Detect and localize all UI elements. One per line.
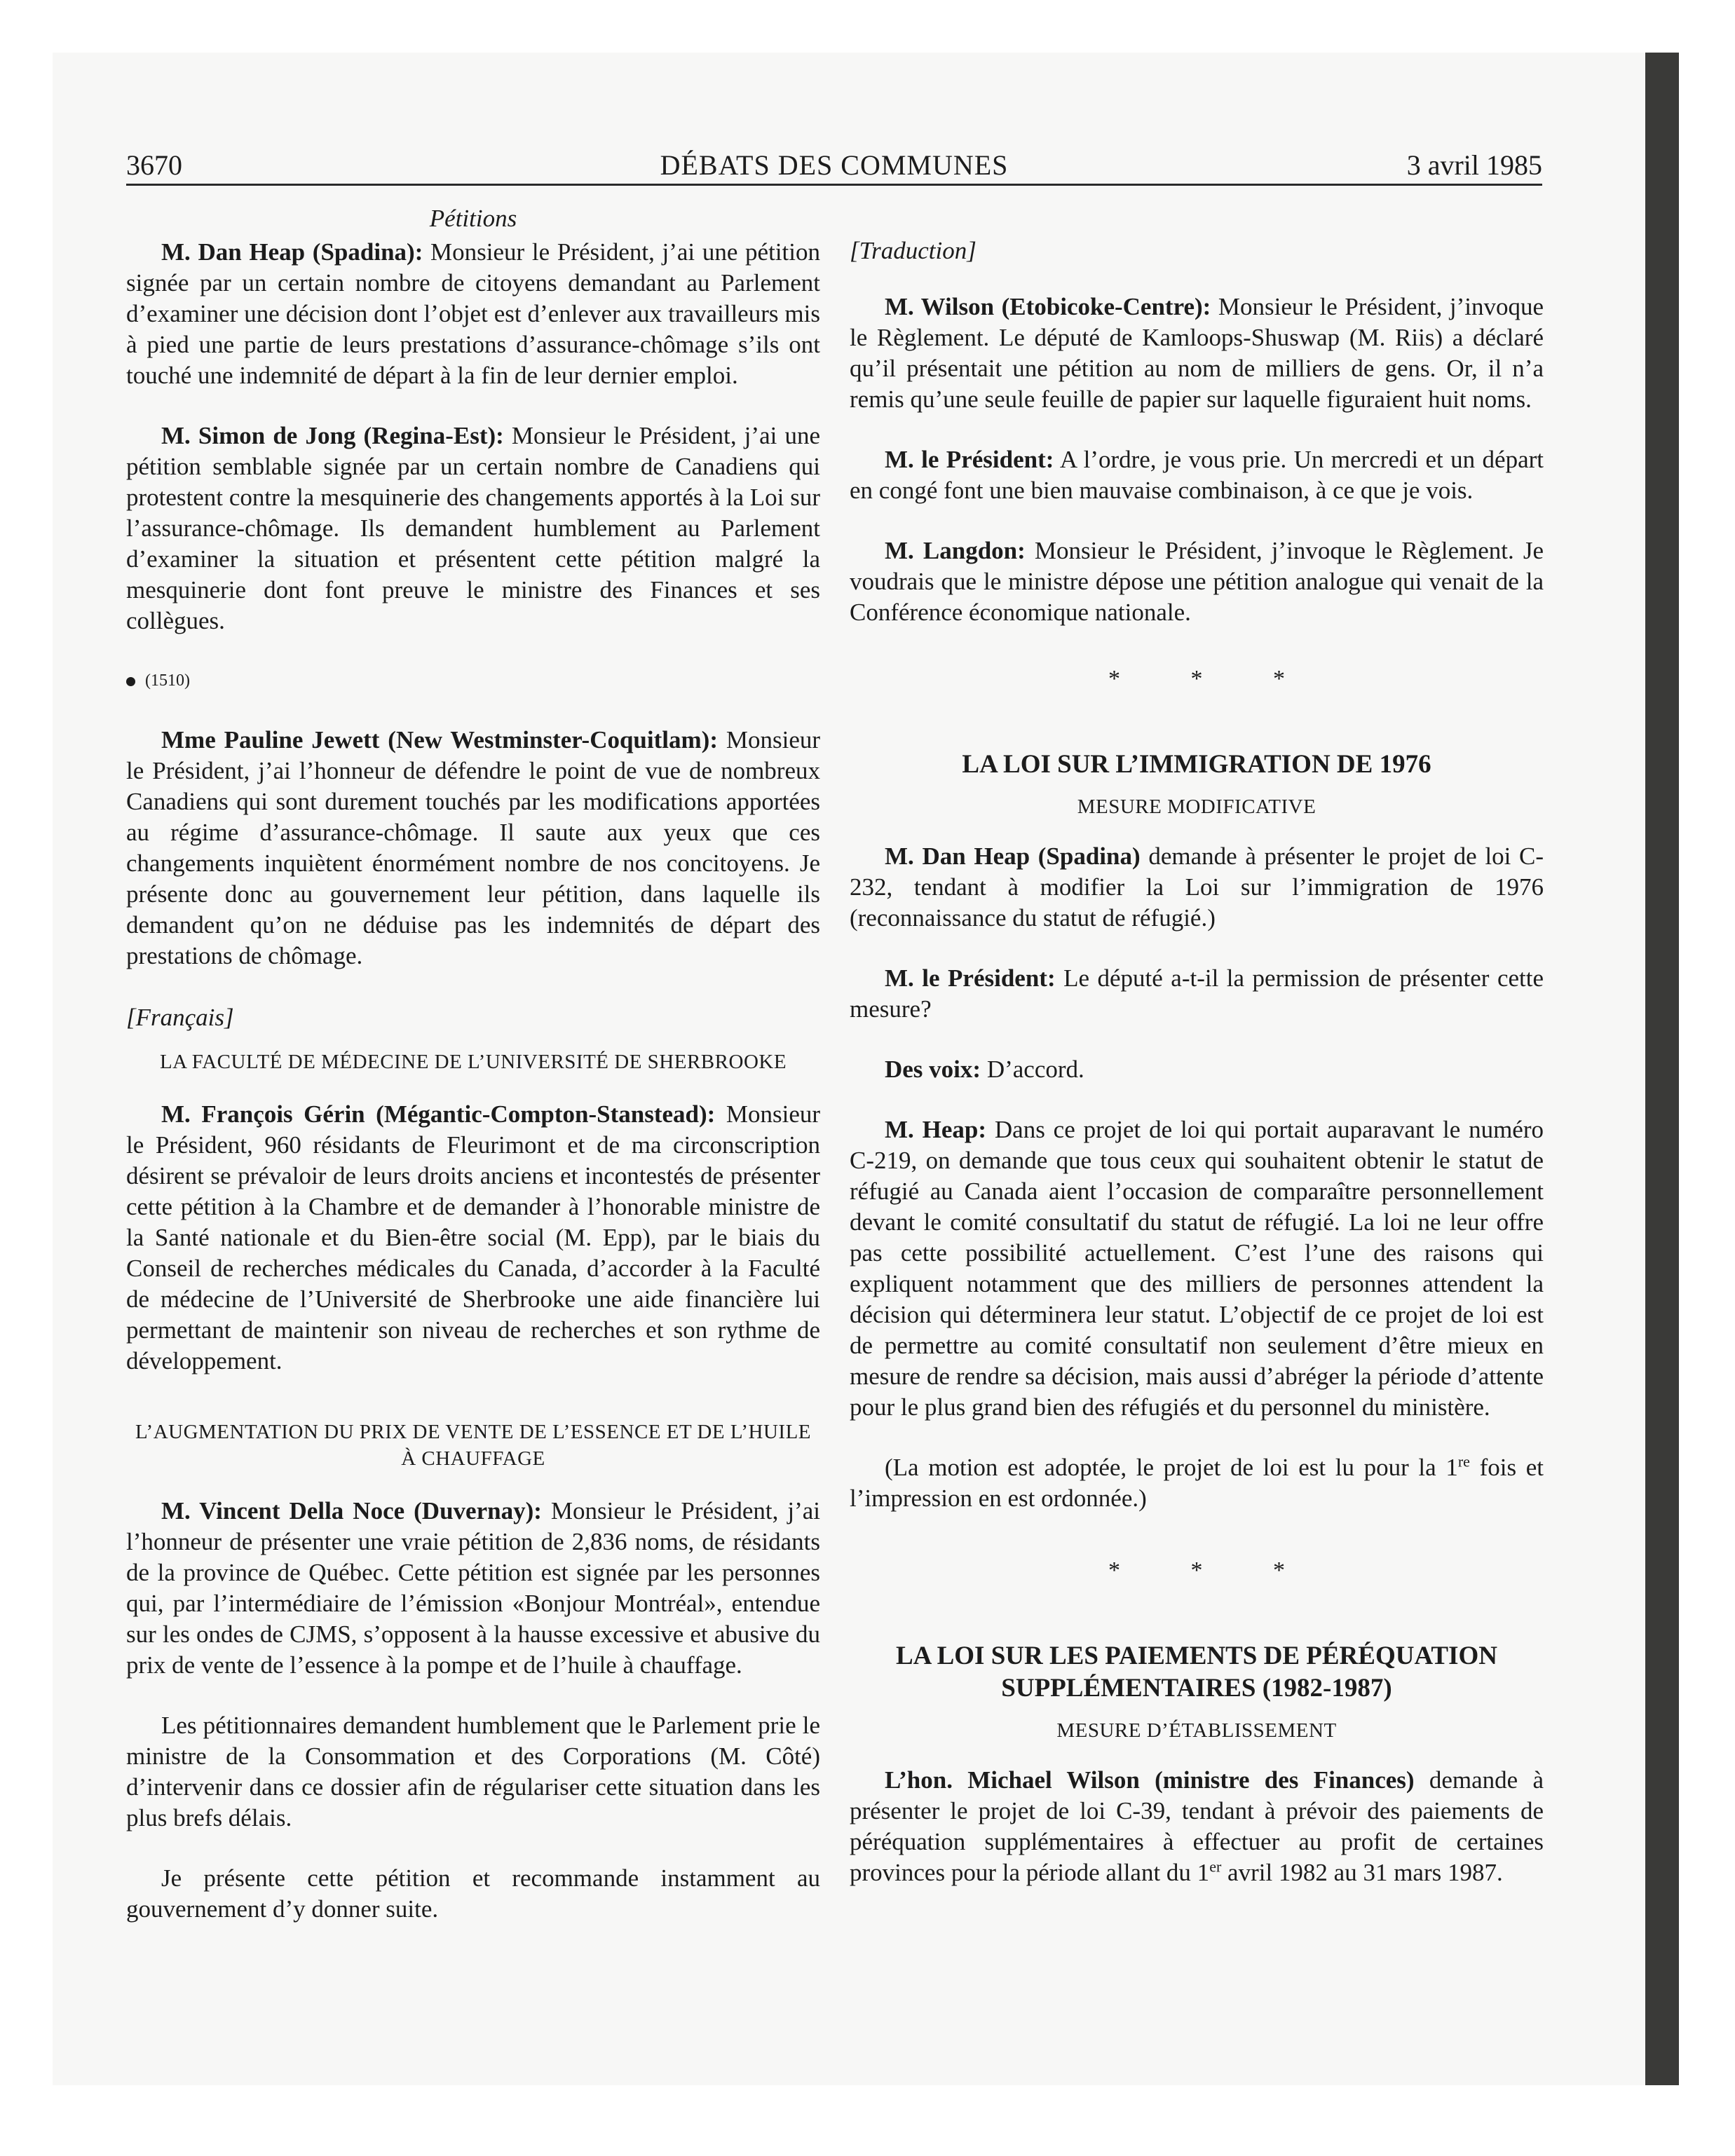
superscript: er bbox=[1209, 1857, 1222, 1876]
page-header bbox=[126, 146, 1542, 189]
paragraph-text: Monsieur le Président, 960 résidants de Fleurimont et de ma circonscription désirent se prévaloir de leurs droits anciens et incontestés de présenter cette pétition à la Chambre et de demander à l’honorable ministre de la Santé nationale et du Bien-être social (M. Epp), par le biais du Conseil de recherches médicales du Canada, d’accorder à la Faculté de médecine de l’Université de Sherbrooke une aide financière lui permettant de maintenir son niveau de recherches et son rythme de développement. bbox=[126, 1100, 821, 1374]
speaker-name: L’hon. Michael Wilson (ministre des Finances) bbox=[885, 1766, 1415, 1794]
paragraph bbox=[850, 963, 1544, 1025]
time-marker bbox=[126, 670, 820, 691]
speaker-name: M. Vincent Della Noce (Duvernay): bbox=[161, 1497, 542, 1524]
scan-edge-shadow bbox=[1645, 53, 1679, 2085]
speaker-name: M. François Gérin (Mégantic-Compton-Stanstead): bbox=[161, 1100, 716, 1128]
speaker-name: M. Langdon: bbox=[885, 537, 1026, 564]
section-title: Pétitions bbox=[429, 205, 517, 232]
paragraph bbox=[126, 725, 820, 971]
section-subheading: MESURE D’ÉTABLISSEMENT bbox=[1056, 1719, 1337, 1742]
paragraph-text: A l’ordre, je vous prie. Un mercredi et un départ en congé font une bien mauvaise combinaison, à ce que je vois. bbox=[850, 446, 1544, 504]
speaker-name: M. le Président: bbox=[885, 964, 1056, 992]
paragraph: L’hon. Michael Wilson (ministre des Finances) demande à présenter le projet de loi C-39, tendant à prévoir des paiements de péréquation supplémentaires à effectuer au profit de certaines provinces pour la période allant du 1er avril 1982 au 31 mars 1987. bbox=[850, 1766, 1544, 1886]
speaker-name: M. le Président: bbox=[885, 446, 1054, 473]
page-number: 3670 bbox=[126, 149, 182, 181]
section-heading: LA LOI SUR LES PAIEMENTS DE PÉRÉQUATION SUPPLÉMENTAIRES (1982-1987) bbox=[895, 1642, 1498, 1703]
paragraph bbox=[850, 841, 1544, 934]
speaker-name: M. Heap: bbox=[885, 1116, 987, 1143]
paragraph bbox=[850, 292, 1544, 415]
speaker-name: Mme Pauline Jewett (New Westminster-Coquitlam): bbox=[161, 726, 718, 753]
speaker-name: M. Dan Heap (Spadina): bbox=[161, 238, 423, 266]
paragraph-text: Dans ce projet de loi qui portait auparavant le numéro C-219, on demande que tous ceux qui souhaitent obtenir le statut de réfugié au Canada aient l’occasion de comparaître personnellement devant le comité consultatif du statut de réfugié. La loi ne leur offre pas cette possibilité actuellement. C’est l’une des raisons qui expliquent notamment que des milliers de personnes attendent la décision qui déterminera leur statut. L’objectif de ce projet de loi est de permettre au comité consultatif non seulement d’être mieux en mesure de rendre sa décision, mais aussi d’abréger la période d’attente pour le plus grand bien des réfugiés et du personnel du ministère. bbox=[850, 1116, 1544, 1421]
paragraph: Je présente cette pétition et recommande instamment au gouvernement d’y donner suite. bbox=[126, 1864, 820, 1923]
section-separator: * * * bbox=[1108, 1557, 1317, 1583]
section-subheading: MESURE MODIFICATIVE bbox=[1077, 796, 1316, 818]
section-separator: * * * bbox=[1108, 666, 1317, 692]
paragraph bbox=[126, 237, 820, 391]
paragraph-text: D’accord. bbox=[981, 1056, 1084, 1083]
paragraph-text: Le député a-t-il la permission de présenter cette mesure? bbox=[850, 964, 1544, 1023]
paragraph bbox=[850, 444, 1544, 506]
page-date: 3 avril 1985 bbox=[1406, 149, 1542, 181]
speaker-name: M. Dan Heap (Spadina) bbox=[885, 842, 1141, 870]
language-note: [Traduction] bbox=[850, 237, 977, 264]
superscript: re bbox=[1457, 1452, 1470, 1471]
speaker-name: Des voix: bbox=[885, 1056, 981, 1083]
paragraph-text: Monsieur le Président, j’ai une pétition semblable signée par un certain nombre de Canadiens qui protestent contre la mesquinerie des changements apportés à la Loi sur l’assurance-chômage. Ils demandent humblement au Parlement d’examiner la situation et présentent cette pétition malgré la mesquinerie dont font preuve le ministre des Finances et ses collègues. bbox=[126, 422, 820, 634]
speaker-name: M. Simon de Jong (Regina-Est): bbox=[161, 422, 504, 449]
left-column bbox=[126, 196, 820, 1925]
paragraph bbox=[126, 421, 820, 636]
section-heading: LA FACULTÉ DE MÉDECINE DE L’UNIVERSITÉ DE SHERBROOKE bbox=[159, 1051, 787, 1073]
speaker-name: M. Wilson (Etobicoke-Centre): bbox=[885, 293, 1211, 320]
paragraph bbox=[850, 1114, 1544, 1423]
section-heading: LA LOI SUR L’IMMIGRATION DE 1976 bbox=[962, 750, 1431, 779]
paragraph-text: Monsieur le Président, j’ai une pétition signée par un certain nombre de citoyens demandant au Parlement d’examiner une décision dont l’objet est d’enlever aux travailleurs mis à pied une partie de leurs prestations d’assurance-chômage s’ils ont touché une indemnité de départ à la fin de leur dernier emploi. bbox=[126, 238, 820, 389]
paragraph bbox=[126, 1496, 820, 1681]
section-heading: L’AUGMENTATION DU PRIX DE VENTE DE L’ESSENCE ET DE L’HUILE À CHAUFFAGE bbox=[135, 1421, 812, 1470]
paragraph bbox=[850, 535, 1544, 628]
paragraph-text: Monsieur le Président, j’invoque le Règlement. Le député de Kamloops-Shuswap (M. Riis) a déclaré qu’il présentait une pétition au nom de milliers de gens. Or, il n’a remis qu’une seule feuille de papier sur laquelle figuraient huit noms. bbox=[850, 293, 1544, 413]
paragraph bbox=[850, 1054, 1544, 1085]
publication-title: DÉBATS DES COMMUNES bbox=[660, 149, 1009, 181]
paragraph: Les pétitionnaires demandent humblement que le Parlement prie le ministre de la Consommation et des Corporations (M. Côté) d’intervenir dans ce dossier afin de régulariser cette situation dans les plus brefs délais. bbox=[126, 1712, 820, 1831]
language-note: [Français] bbox=[126, 1004, 234, 1031]
paragraph-text: Monsieur le Président, j’ai l’honneur de défendre le point de vue de nombreux Canadiens qui sont durement touchés par les modifications apportées au régime d’assurance-chômage. Il saute aux yeux que ces changements inquiètent énormément nombre de nos concitoyens. Je présente donc au gouvernement leur pétition, dans laquelle ils demandent qu’on ne déduise pas les indemnités de départ des prestations de chômage. bbox=[126, 726, 821, 969]
paragraph-text: Monsieur le Président, j’ai l’honneur de présenter une vraie pétition de 2,836 noms, de résidants de la province de Québec. Cette pétition est signée par les personnes qui, par l’intermédiaire de l’émission «Bonjour Montréal», entendue sur les ondes de CJMS, s’opposent à la hausse excessive et abusive du prix de vente de l’essence à la pompe et de l’huile à chauffage. bbox=[126, 1497, 821, 1679]
bullet-icon bbox=[126, 677, 135, 686]
paragraph-text: demande à présenter le projet de loi C-232, tendant à modifier la Loi sur l’immigration de 1976 (reconnaissance du statut de réfugié.) bbox=[850, 842, 1544, 932]
paragraph: (La motion est adoptée, le projet de loi est lu pour la 1re fois et l’impression en est ordonnée.) bbox=[850, 1452, 1544, 1512]
header-rule bbox=[126, 184, 1542, 186]
paragraph-text: Monsieur le Président, j’invoque le Règlement. Je voudrais que le ministre dépose une pétition analogue qui venait de la Conférence économique nationale. bbox=[850, 537, 1544, 626]
paragraph bbox=[126, 1099, 820, 1377]
time-marker-text: (1510) bbox=[145, 671, 190, 690]
right-column bbox=[850, 196, 1544, 1888]
